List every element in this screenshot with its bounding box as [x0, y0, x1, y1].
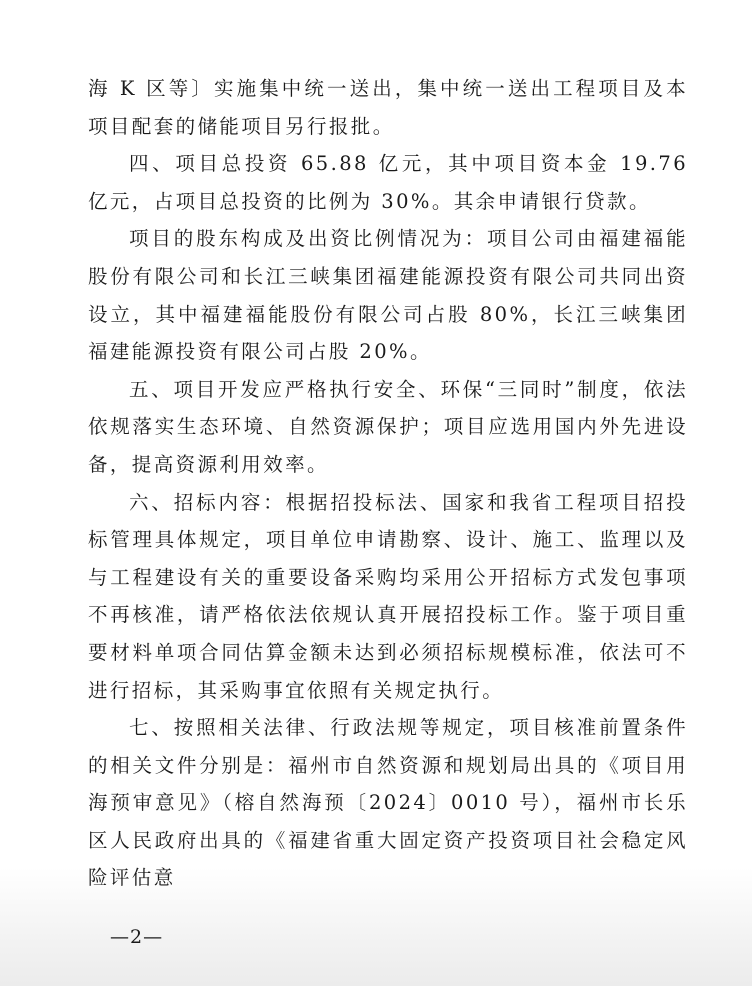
- paragraph-shareholders: 项目的股东构成及出资比例情况为：项目公司由福建福能股份有限公司和长江三峡集团福建能源投资有限公司共同出资设立，其中福建福能股份有限公司占股 80%，长江三峡集团福建能源投资有限公司占股 20%。: [88, 227, 688, 364]
- paragraph-item-7-prerequisites: 七、按照相关法律、行政法规等规定，项目核准前置条件的相关文件分别是：福州市自然资源和规划局出具的《项目用海预审意见》（榕自然海预〔2024〕0010 号），福州市长乐区人民政府出具的《福建省重大固定资产投资项目社会稳定风险评估意: [88, 716, 688, 890]
- paragraph-item-6-bidding: 六、招标内容：根据招投标法、国家和我省工程项目招投标管理具体规定，项目单位申请勘察、设计、施工、监理以及与工程建设有关的重要设备采购均采用公开招标方式发包事项不再核准，请严格依法依规认真开展招投标工作。鉴于项目重要材料单项合同估算金额未达到必须招标规模标准，依法可不进行招标，其采购事宜依照有关规定执行。: [88, 490, 688, 702]
- page-number: —2—: [110, 926, 164, 948]
- paragraph-continuation: 海 K 区等〕实施集中统一送出，集中统一送出工程项目及本项目配套的储能项目另行报批。: [88, 77, 688, 138]
- paragraph-item-5-safety: 五、项目开发应严格执行安全、环保“三同时”制度，依法依规落实生态环境、自然资源保护；项目应选用国内外先进设备，提高资源利用效率。: [88, 377, 688, 476]
- document-body: [88, 70, 688, 897]
- paragraph-item-4-investment: 四、项目总投资 65.88 亿元，其中项目资本金 19.76 亿元，占项目总投资的比例为 30%。其余申请银行贷款。: [88, 152, 688, 213]
